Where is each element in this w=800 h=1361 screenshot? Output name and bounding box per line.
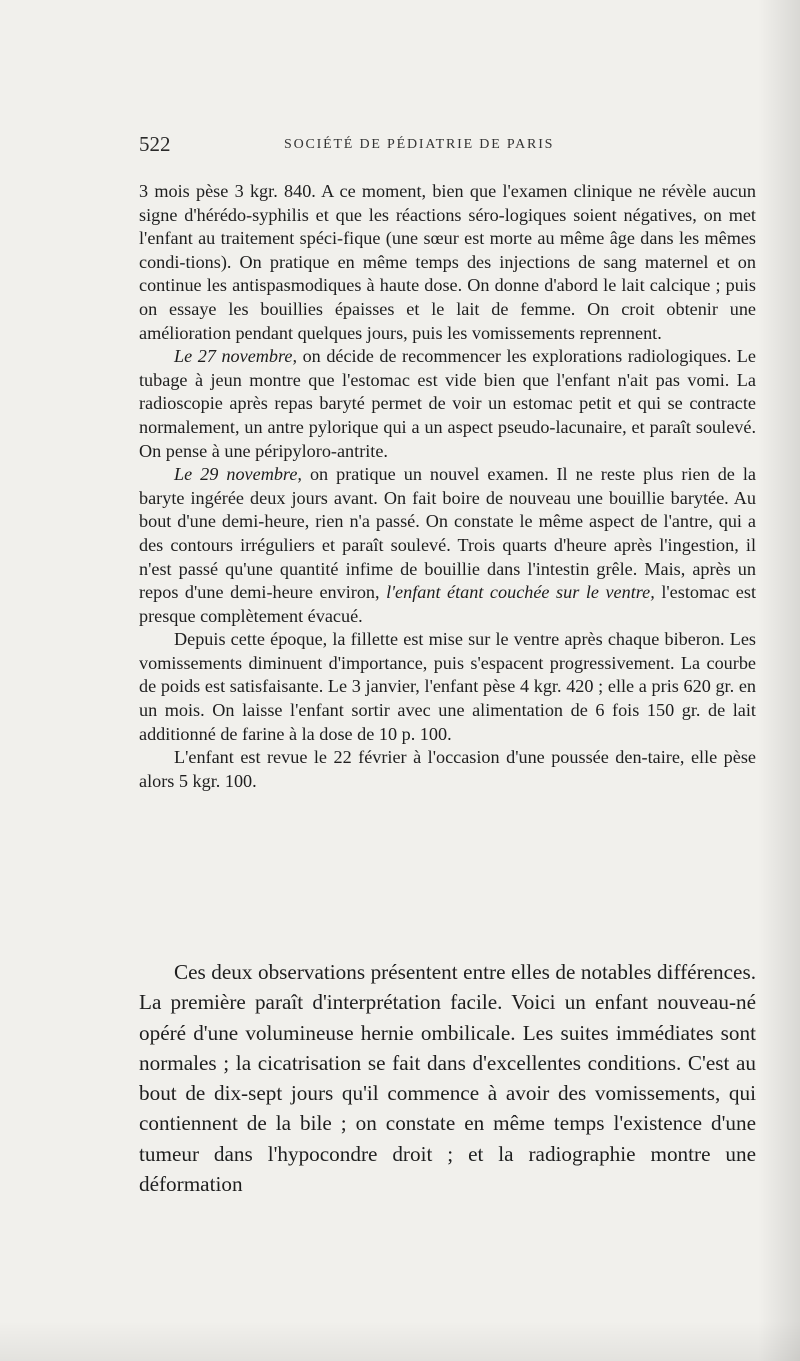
date-label: Le 27 novembre,: [174, 346, 298, 367]
paragraph-revisit: L'enfant est revue le 22 février à l'occasion d'une poussée den-taire, elle pèse alors 5 kgr. 100.: [139, 747, 756, 791]
page-header: [139, 130, 756, 162]
date-label: Le 29 novembre,: [174, 464, 302, 485]
case-report-text: [139, 180, 756, 793]
page-bottom-shadow: [0, 1321, 800, 1361]
discussion-text: [139, 957, 756, 1199]
paragraph-continuation: 3 mois pèse 3 kgr. 840. A ce moment, bien que l'examen clinique ne révèle aucun signe d'hérédo-syphilis et que les réactions séro-logiques soient négatives, on met l'enfant au traitement spéci-fique (une sœur est morte au même âge dans les mêmes condi-tions). On pratique en même temps des injections de sang maternel et on continue les antispasmodiques à haute dose. On donne d'abord le lait calcique ; puis on essaye les bouillies épaisses et le lait de femme. On croit obtenir une amélioration pendant quelques jours, puis les vomissements reprennent.: [139, 181, 756, 343]
paragraph-27-november: Le 27 novembre, on décide de recommencer les explorations radiologiques. Le tubage à jeun montre que l'estomac est vide bien que l'enfant n'ait pas vomi. La radioscopie après repas baryté permet de voir un estomac petit et qui se contracte normalement, un antre pylorique qui a un aspect pseudo-lacunaire, et paraît soulevé. On pense à une péripyloro-antrite.: [139, 346, 756, 461]
italic-phrase: l'enfant étant couchée sur le ventre,: [386, 582, 655, 603]
page-edge-shadow: [758, 0, 800, 1361]
paragraph-follow-up: Depuis cette époque, la fillette est mise sur le ventre après chaque biberon. Les vomissements diminuent d'importance, puis s'espacent progressivement. La courbe de poids est satisfaisante. Le 3 janvier, l'enfant pèse 4 kgr. 420 ; elle a pris 620 gr. en un mois. On laisse l'enfant sortir avec une alimentation de 6 fois 150 gr. de lait additionné de farine à la dose de 10 p. 100.: [139, 629, 756, 744]
paragraph-discussion: Ces deux observations présentent entre elles de notables différences. La première paraît d'interprétation facile. Voici un enfant nouveau-né opéré d'une volumineuse hernie ombilicale. Les suites immédiates sont normales ; la cicatrisation se fait dans d'excellentes conditions. C'est au bout de dix-sept jours qu'il commence à avoir des vomissements, qui contiennent de la bile ; on constate en même temps l'existence d'une tumeur dans l'hypocondre droit ; et la radiographie montre une déformation: [139, 960, 756, 1197]
paragraph-29-november: Le 29 novembre, on pratique un nouvel examen. Il ne reste plus rien de la baryte ingérée deux jours avant. On fait boire de nouveau une bouillie barytée. Au bout d'une demi-heure, rien n'a passé. On constate le même aspect de l'antre, qui a des contours irréguliers et paraît soulevé. Trois quarts d'heure après l'ingestion, il n'est passé qu'une quantité infime de bouillie dans l'intestin grêle. Mais, après un repos d'une demi-heure environ, l'enfant étant couchée sur le ventre, l'estomac est presque complètement évacué.: [139, 464, 757, 626]
running-title: SOCIÉTÉ DE PÉDIATRIE DE PARIS: [284, 137, 555, 152]
page-number: 522: [139, 132, 171, 156]
